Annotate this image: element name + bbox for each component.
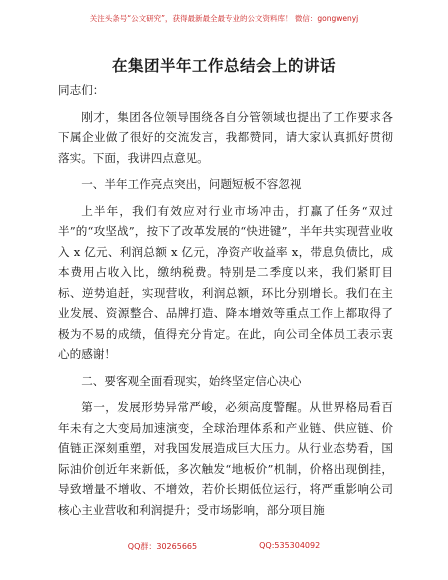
document-title: 在集团半年工作总结会上的讲话 <box>111 57 336 75</box>
section-heading-1: 一、半年工作亮点突出，问题短板不容忽视 <box>81 177 302 191</box>
footer-qq-group: QQ群：30265665 <box>127 542 198 551</box>
paragraph-section-2: 第一，发展形势异常严峻，必须高度警醒。从世界格局看百年未有之大变局加速演变，全球治理体系和产业链、供应链、价值链正深刻重塑，对我国发展造成巨大压力。从行业态势看，国际油价创近年来新低，多次触发“地板价”机制，价格出现倒挂，导致增量不增收、不增效，若价长期低位运行，将严重影响公司核心主业营收和利润提升；受市场影响，部分项目施 <box>58 400 393 517</box>
salutation: 同志们： <box>58 83 105 97</box>
footer-qq: QQ:535304092 <box>259 541 321 550</box>
paragraph-section-1: 上半年，我们有效应对行业市场冲击，打赢了任务“双过半”的“攻坚战”，按下了改革发展的“快进键”，半年共实现营业收入 x 亿元、利润总额 x 亿元，净资产收益率 x，带息负债比，成本费用占收入比，缴纳税费。特别是二季度以来，我们紧盯目标、逆势追赶，实现营收，利润总额，环比分别增长。我们在主业发展、资源整合、品牌打造、降本增效等重点工作上都取得了极为不易的成绩，值得充分肯定。在此，向公司全体员工表示衷心的感谢！ <box>58 203 393 361</box>
header-banner: 关注头条号“公文研究”，获得最新最全最专业的公文资料库！ 微信：gongwenyj <box>89 14 359 23</box>
document-body <box>58 80 393 526</box>
paragraph-opening: 刚才，集团各位领导围绕各自分管领域也提出了工作要求各下属企业做了很好的交流发言，我都赞同，请大家认真抓好贯彻落实。下面，我讲四点意见。 <box>58 109 393 165</box>
footer <box>0 541 448 552</box>
section-heading-2: 二、要客观全面看现实，始终坚定信心决心 <box>81 373 302 388</box>
